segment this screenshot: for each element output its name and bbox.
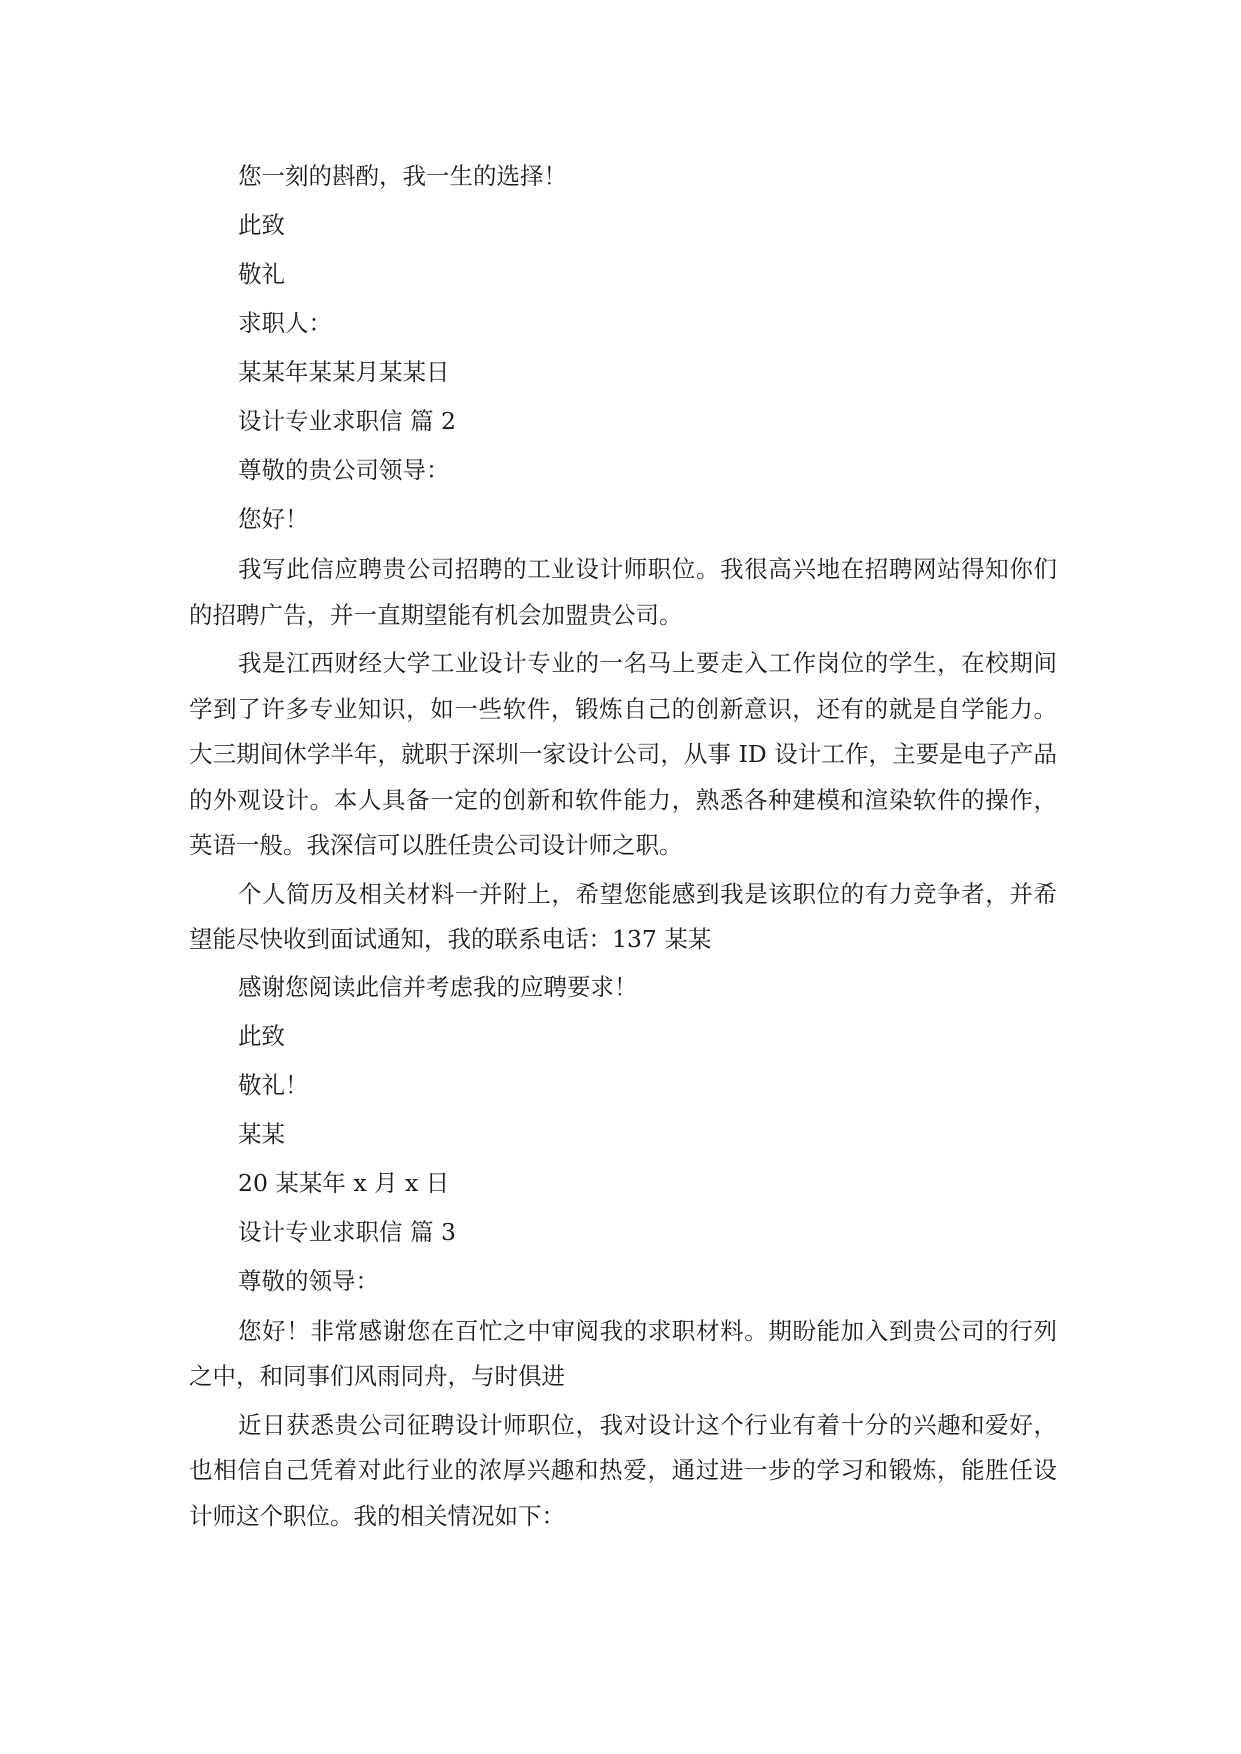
letter2-paragraph-2: 我是江西财经大学工业设计专业的一名马上要走入工作岗位的学生，在校期间学到了许多专业知识，如一些软件，锻炼自己的创新意识，还有的就是自学能力。大三期间休学半年，就职于深圳一家设计公司，从事 ID 设计工作，主要是电子产品的外观设计。本人具备一定的创新和软件能力，熟悉各种建模和渲染软件的操作，英语一般。我深信可以胜任贵公司设计师之职。 <box>189 649 1057 859</box>
letter3-salutation: 尊敬的领导： <box>238 1266 379 1295</box>
closing-cizhi: 此致 <box>238 211 285 239</box>
letter2-signature: 某某 <box>238 1119 285 1148</box>
letter2-closing-cizhi: 此致 <box>238 1021 285 1050</box>
applicant-label: 求职人： <box>238 309 332 337</box>
closing-jingli: 敬礼 <box>238 260 285 288</box>
document-body <box>189 152 1057 1542</box>
letter3-heading: 设计专业求职信 篇 3 <box>238 1217 456 1246</box>
letter2-closing-jingli: 敬礼！ <box>238 1070 309 1099</box>
letter2-greeting: 您好！ <box>238 505 309 533</box>
letter2-thanks: 感谢您阅读此信并考虑我的应聘要求！ <box>238 972 638 1001</box>
letter2-salutation: 尊敬的贵公司领导： <box>238 456 450 484</box>
closing-sentence: 您一刻的斟酌，我一生的选择！ <box>238 162 567 190</box>
letter2-heading: 设计专业求职信 篇 2 <box>238 407 456 435</box>
letter3-paragraph-2: 近日获悉贵公司征聘设计师职位，我对设计这个行业有着十分的兴趣和爱好，也相信自己凭着对此行业的浓厚兴趣和热爱，通过进一步的学习和锻炼，能胜任设计师这个职位。我的相关情况如下： <box>189 1410 1057 1530</box>
letter2-date: 20 某某年 x 月 x 日 <box>238 1168 450 1197</box>
letter3-paragraph-1: 您好！非常感谢您在百忙之中审阅我的求职材料。期盼能加入到贵公司的行列之中，和同事们风雨同舟，与时俱进 <box>189 1316 1057 1390</box>
letter2-paragraph-1: 我写此信应聘贵公司招聘的工业设计师职位。我很高兴地在招聘网站得知你们的招聘广告，并一直期望能有机会加盟贵公司。 <box>189 555 1057 629</box>
letter2-paragraph-3: 个人简历及相关材料一并附上，希望您能感到我是该职位的有力竞争者，并希望能尽快收到面试通知，我的联系电话：137 某某 <box>189 879 1057 953</box>
letter1-date: 某某年某某月某某日 <box>238 358 450 386</box>
